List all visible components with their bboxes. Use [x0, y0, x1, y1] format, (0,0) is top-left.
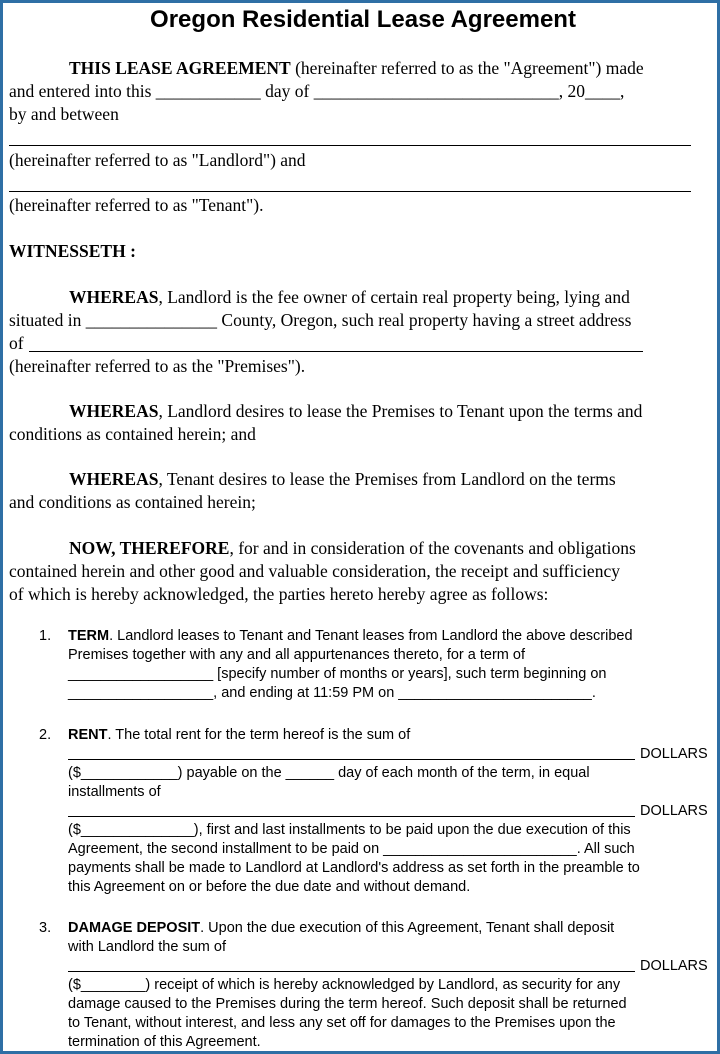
therefore-line-1: NOW, THEREFORE, for and in consideration of the covenants and obligations [69, 538, 636, 558]
section-3-line-3: DOLLARS [640, 958, 708, 974]
whereas-2-line-2: conditions as contained herein; and [9, 424, 256, 444]
whereas-2-label: WHEREAS [69, 401, 159, 421]
section-2-line-2: DOLLARS [640, 746, 708, 762]
tenant-ref: (hereinafter referred to as "Tenant"). [9, 195, 264, 215]
section-3-line-5: damage caused to the Premises during the term hereof. Such deposit shall be returned [68, 996, 627, 1012]
intro-line-1 [69, 57, 644, 80]
section-2-line-7: Agreement, the second installment to be paid on ________________________. All such [68, 841, 635, 857]
whereas-3-line-2: and conditions as contained herein; [9, 492, 256, 512]
street-address-blank [29, 351, 643, 352]
whereas-1-label: WHEREAS [69, 287, 159, 307]
rent-installment-amount-blank [68, 816, 635, 817]
therefore-label: NOW, THEREFORE [69, 538, 230, 558]
whereas-1-line-1: WHEREAS, Landlord is the fee owner of certain real property being, lying and [69, 287, 630, 307]
intro-line-1-text: (hereinafter referred to as the "Agreement") made [290, 58, 644, 78]
section-1-line-4: __________________, and ending at 11:59 PM on ________________________. [68, 685, 596, 701]
section-3-number: 3. [39, 920, 52, 936]
therefore-line-2: contained herein and other good and valuable consideration, the receipt and sufficiency [9, 561, 620, 581]
section-2-line-1: RENT. The total rent for the term hereof is the sum of [68, 727, 411, 743]
section-3-line-2: with Landlord the sum of [68, 939, 226, 955]
section-1-line-3: __________________ [specify number of months or years], such term beginning on [68, 666, 607, 682]
section-3-line-4: ($________) receipt of which is hereby acknowledged by Landlord, as security for any [68, 977, 621, 993]
whereas-3-label: WHEREAS [69, 469, 159, 489]
intro-lead: THIS LEASE AGREEMENT [69, 58, 291, 78]
landlord-ref: (hereinafter referred to as "Landlord") and [9, 150, 306, 170]
whereas-3-line-1: WHEREAS, Tenant desires to lease the Premises from Landlord on the terms [69, 469, 616, 489]
section-2-number: 2. [39, 727, 52, 743]
intro-line-3: by and between [9, 104, 119, 124]
whereas-1-line-4: (hereinafter referred to as the "Premises"). [9, 356, 306, 376]
intro-line-2: and entered into this ____________ day of ____________________________, 20____, [9, 81, 625, 101]
section-2-line-5: DOLLARS [640, 803, 708, 819]
therefore-line-3: of which is hereby acknowledged, the parties hereto hereby agree as follows: [9, 584, 549, 604]
section-2-line-9: this Agreement on or before the due date and without demand. [68, 879, 471, 895]
section-3-line-1: DAMAGE DEPOSIT. Upon the due execution of this Agreement, Tenant shall deposit [68, 920, 615, 936]
section-1-heading: TERM [68, 628, 110, 644]
tenant-name-blank [9, 191, 691, 192]
section-2-heading: RENT [68, 727, 108, 743]
section-2-line-3: ($____________) payable on the ______ day of each month of the term, in equal [68, 765, 590, 781]
section-1-line-1: TERM. Landlord leases to Tenant and Tenant leases from Landlord the above described [68, 628, 633, 644]
section-1-line-2: Premises together with any and all appurtenances thereto, for a term of [68, 647, 525, 663]
whereas-1-line-3: of [9, 333, 24, 353]
section-3-line-6: to Tenant, without interest, and less any set off for damages to the Premises upon the [68, 1015, 616, 1031]
whereas-2-line-1: WHEREAS, Landlord desires to lease the Premises to Tenant upon the terms and [69, 401, 643, 421]
document-title: Oregon Residential Lease Agreement [150, 6, 576, 33]
landlord-name-blank [9, 145, 691, 146]
whereas-1-line-2: situated in _______________ County, Oregon, such real property having a street address [9, 310, 632, 330]
rent-total-amount-blank [68, 759, 635, 760]
deposit-amount-blank [68, 971, 635, 972]
section-2-line-4: installments of [68, 784, 161, 800]
section-1-number: 1. [39, 628, 52, 644]
section-2-line-6: ($______________), first and last installments to be paid upon the due execution of this [68, 822, 631, 838]
section-3-heading: DAMAGE DEPOSIT [68, 920, 201, 936]
section-3-line-7: termination of this Agreement. [68, 1034, 261, 1050]
section-2-line-8: payments shall be made to Landlord at Landlord's address as set forth in the preamble to [68, 860, 640, 876]
witnesseth-heading: WITNESSETH : [9, 241, 136, 261]
